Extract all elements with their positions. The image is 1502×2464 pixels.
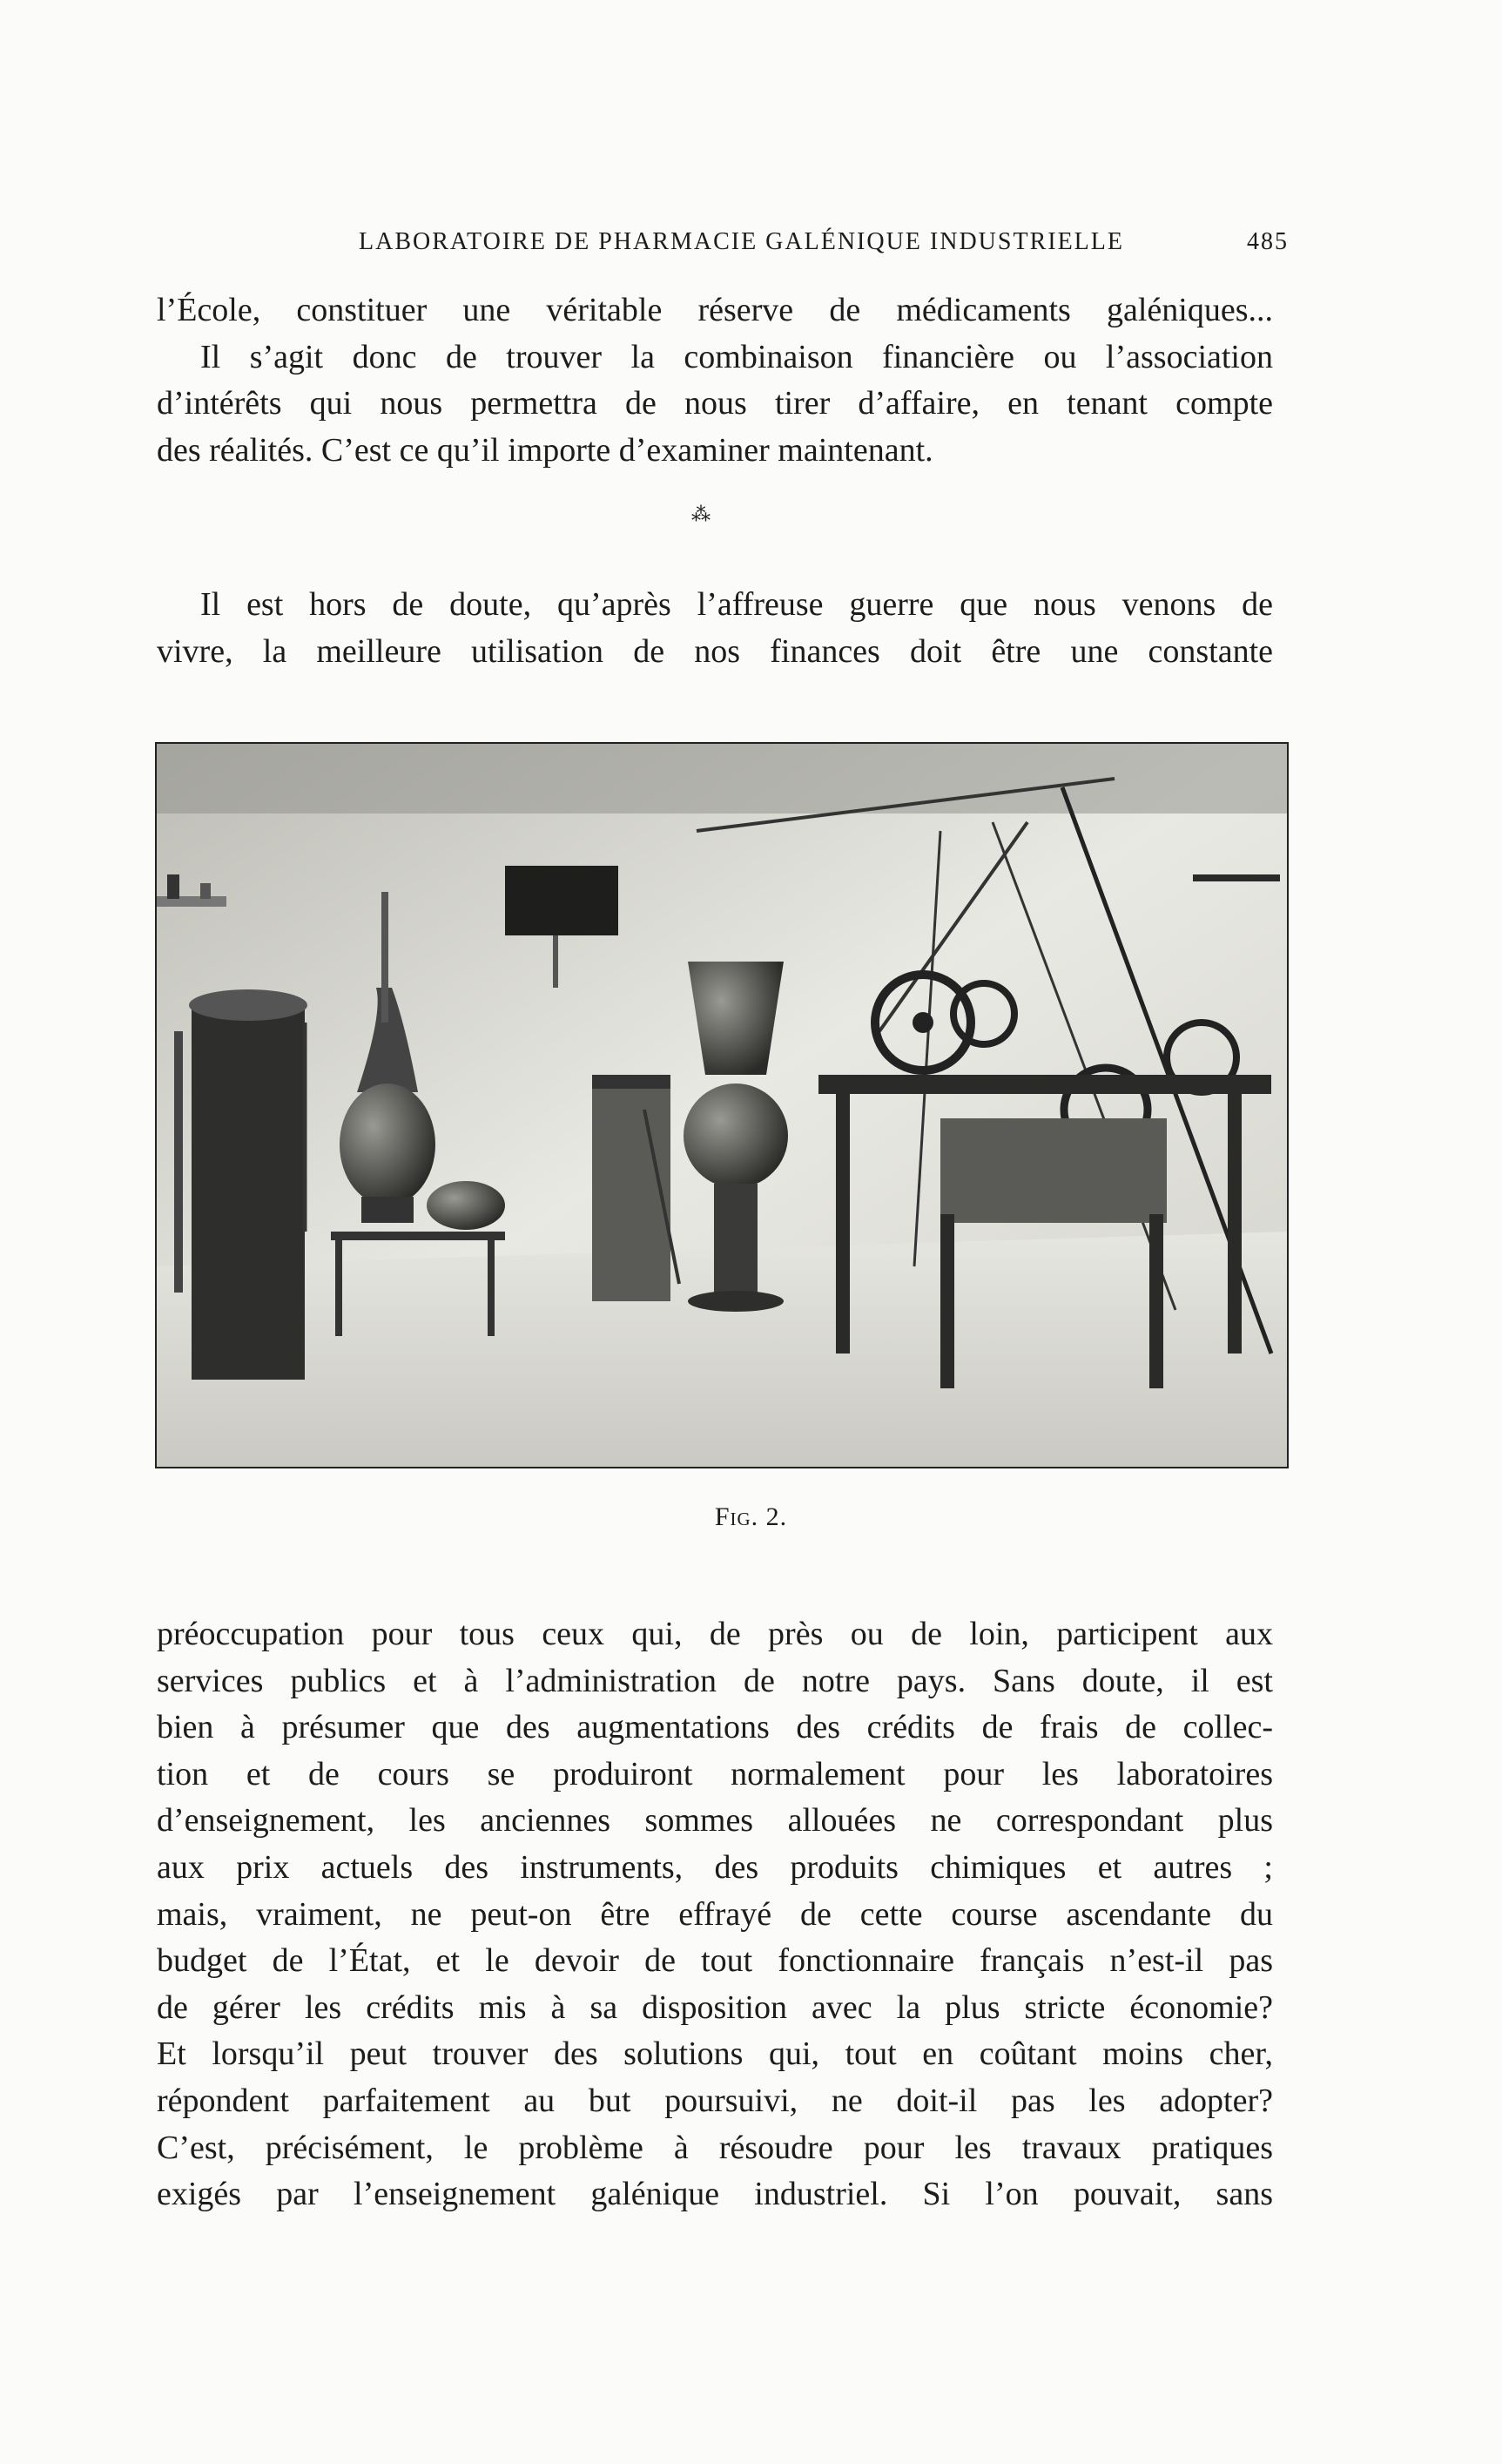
text-line: de gérer les crédits mis à sa disposition avec la plus stricte économie? (157, 1988, 1273, 2026)
text-line: aux prix actuels des instruments, des produits chimiques et autres ; (157, 1848, 1273, 1886)
text-line: l’École, constituer une véritable réserve de médicaments galéniques... (157, 292, 1273, 328)
running-title: LABORATOIRE DE PHARMACIE GALÉNIQUE INDUSTRIELLE (359, 228, 1124, 255)
text-line: d’enseignement, les anciennes sommes allouées ne correspondant plus (157, 1802, 1273, 1840)
text-line: Il s’agit donc de trouver la combinaison financière ou l’association (200, 338, 1273, 375)
paragraph-2 (157, 582, 1273, 675)
text-line: C’est, précisément, le problème à résoudre pour les travaux pratiques (157, 2129, 1273, 2166)
text-line: budget de l’État, et le devoir de tout fonctionnaire français n’est-il pas (157, 1942, 1273, 1980)
text-line: des réalités. C’est ce qu’il importe d’examiner maintenant. (157, 431, 933, 469)
section-separator: ⁂ (691, 503, 711, 525)
text-line: vivre, la meilleure utilisation de nos finances doit être une constante (157, 632, 1273, 670)
paragraph-3 (157, 1611, 1273, 2218)
text-line: répondent parfaitement au but poursuivi, ne doit-il pas les adopter? (157, 2082, 1273, 2119)
text-line: Il est hors de doute, qu’après l’affreuse guerre que nous venons de (200, 586, 1273, 623)
page-number: 485 (1247, 228, 1289, 255)
text-line: préoccupation pour tous ceux qui, de près ou de loin, participent aux (157, 1616, 1273, 1652)
text-line: services publics et à l’administration de notre pays. Sans doute, il est (157, 1662, 1273, 1699)
figure-caption: Fig. 2. (714, 1502, 788, 1531)
text-line: exigés par l’enseignement galénique industriel. Si l’on pouvait, sans (157, 2176, 1273, 2213)
figure-photograph (155, 742, 1289, 1468)
text-line: mais, vraiment, ne peut-on être effrayé de cette course ascendante du (157, 1895, 1273, 1933)
laboratory-equipment-photo (157, 744, 1287, 1467)
paragraph-1 (157, 287, 1273, 474)
text-line: d’intérêts qui nous permettra de nous tirer d’affaire, en tenant compte (157, 385, 1273, 422)
text-line: bien à présumer que des augmentations des crédits de frais de collec- (157, 1709, 1273, 1746)
text-line: Et lorsqu’il peut trouver des solutions qui, tout en coûtant moins cher, (157, 2035, 1273, 2073)
running-header (157, 228, 1289, 263)
text-line: tion et de cours se produiront normalement pour les laboratoires (157, 1755, 1273, 1792)
